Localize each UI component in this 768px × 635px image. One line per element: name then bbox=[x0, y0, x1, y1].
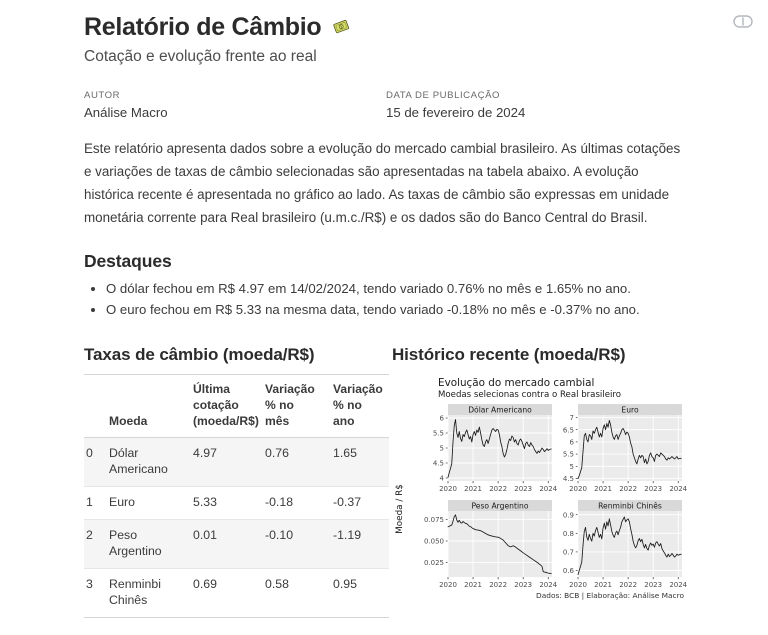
y-tick-label: 5.5 bbox=[432, 429, 444, 438]
page-subtitle: Cotação e evolução frente ao real bbox=[84, 48, 317, 65]
x-tick-label: 2021 bbox=[594, 484, 612, 493]
y-tick-label: 0.8 bbox=[562, 529, 574, 538]
chart-svg bbox=[392, 374, 692, 602]
chart-facet-4 bbox=[563, 500, 688, 589]
cell-moeda: Peso Argentino bbox=[102, 519, 186, 568]
cell-cotacao: 5.33 bbox=[186, 486, 258, 519]
y-tick-label: 6.5 bbox=[562, 426, 574, 435]
col-var-mes bbox=[258, 374, 326, 437]
y-tick-label: 5 bbox=[569, 462, 574, 471]
list-item: • O euro fechou em R$ 5.33 na mesma data, tendo variado -0.18% no mês e -0.37% no ano. bbox=[106, 299, 688, 320]
table-body bbox=[84, 437, 389, 617]
table-row bbox=[84, 486, 389, 519]
cell-index: 0 bbox=[84, 437, 102, 486]
x-tick-label: 2022 bbox=[489, 580, 508, 589]
col-cotacao bbox=[186, 374, 258, 437]
author-label: AUTOR bbox=[84, 89, 121, 101]
date-value: 15 de fevereiro de 2024 bbox=[386, 104, 526, 120]
x-tick-label: 2022 bbox=[619, 484, 638, 493]
facet-panel-bg bbox=[578, 415, 682, 481]
cell-var-mes: 0.76 bbox=[258, 437, 326, 486]
x-tick-label: 2022 bbox=[489, 484, 508, 493]
col-cotacao-l2: cotação bbox=[193, 398, 239, 413]
abstract-text: Este relatório apresenta dados sobre a evolução do mercado cambial brasileiro. As últimas cotações e variações de taxas de câmbio selecionadas são apresentadas na tabela abaixo. A evolução histórica recente é apresentada no gráfico ao lado. As taxas de câmbio são expressas em unidade monetária corrente para Real brasileiro (u.m.c./R$) e os dados são do Banco Central do Brasil. bbox=[84, 140, 681, 226]
col-index bbox=[84, 374, 102, 437]
chart-heading: Histórico recente (moeda/R$) bbox=[392, 344, 626, 364]
table-row bbox=[84, 437, 389, 486]
facet-strip-label: Renminbi Chinês bbox=[598, 501, 662, 511]
chart-caption: Dados: BCB | Elaboração: Análise Macro bbox=[536, 590, 684, 600]
y-tick-label: 0.075 bbox=[423, 516, 444, 525]
col-var-mes-l2: % no mês bbox=[265, 398, 294, 429]
x-tick-label: 2020 bbox=[569, 580, 587, 589]
facet-strip-label: Dólar Americano bbox=[468, 405, 532, 415]
chart-facet-2 bbox=[563, 404, 688, 493]
cell-var-mes: -0.18 bbox=[258, 486, 326, 519]
table-row bbox=[84, 519, 389, 568]
chart-subtitle: Moedas selecionas contra o Real brasileiro bbox=[438, 389, 621, 400]
col-var-ano-l2: % no ano bbox=[333, 398, 362, 429]
y-tick-label: 0.6 bbox=[562, 566, 574, 575]
cell-index: 2 bbox=[84, 519, 102, 568]
facet-panel-bg bbox=[578, 511, 682, 577]
table-header-row bbox=[84, 374, 389, 437]
cell-var-ano: 1.65 bbox=[326, 437, 389, 486]
table-row bbox=[84, 568, 389, 617]
cell-index: 3 bbox=[84, 568, 102, 617]
chart-y-axis-label: Moeda / R$ bbox=[395, 484, 405, 534]
cell-var-mes: 0.58 bbox=[258, 568, 326, 617]
cell-var-ano: 0.95 bbox=[326, 568, 389, 617]
y-tick-label: 0.025 bbox=[423, 558, 444, 567]
x-tick-label: 2023 bbox=[644, 484, 663, 493]
cell-cotacao: 0.69 bbox=[186, 568, 258, 617]
table-header bbox=[84, 374, 389, 437]
col-var-mes-l1: Variação bbox=[265, 381, 315, 396]
y-tick-label: 5.5 bbox=[562, 450, 574, 459]
x-tick-label: 2024 bbox=[539, 484, 558, 493]
x-tick-label: 2023 bbox=[514, 580, 533, 589]
cell-moeda: Dólar Americano bbox=[102, 437, 186, 486]
toggle-pill-icon bbox=[733, 15, 753, 28]
cell-var-mes: -0.10 bbox=[258, 519, 326, 568]
y-tick-label: 6 bbox=[569, 438, 574, 447]
chart-facet-1 bbox=[433, 404, 558, 493]
y-tick-label: 5 bbox=[439, 444, 444, 453]
title-row bbox=[84, 12, 688, 42]
x-tick-label: 2023 bbox=[514, 484, 533, 493]
x-tick-label: 2020 bbox=[569, 484, 587, 493]
chart-facet-3 bbox=[424, 500, 558, 589]
x-tick-label: 2024 bbox=[539, 580, 558, 589]
list-item: • O dólar fechou em R$ 4.97 em 14/02/2024, tendo variado 0.76% no mês e 1.65% no ano. bbox=[106, 278, 688, 299]
col-cotacao-l1: Última bbox=[193, 381, 230, 396]
meta-date bbox=[386, 90, 688, 120]
money-with-wings-emoji bbox=[330, 16, 352, 38]
facet-strip-label: Peso Argentino bbox=[471, 501, 529, 511]
highlights-heading: Destaques bbox=[84, 251, 172, 272]
bottom-columns bbox=[84, 345, 688, 618]
code-tools-toggle-icon[interactable] bbox=[732, 13, 754, 29]
y-tick-label: 7 bbox=[569, 413, 574, 422]
cell-cotacao: 0.01 bbox=[186, 519, 258, 568]
author-value: Análise Macro bbox=[84, 104, 168, 120]
facet-panel-bg bbox=[448, 511, 552, 577]
y-tick-label: 4 bbox=[439, 474, 444, 483]
x-tick-label: 2024 bbox=[669, 484, 688, 493]
date-label: DATA DE PUBLICAÇÃO bbox=[386, 89, 501, 101]
meta-block bbox=[84, 90, 688, 120]
col-var-ano bbox=[326, 374, 389, 437]
cell-moeda: Renminbi Chinês bbox=[102, 568, 186, 617]
meta-author bbox=[84, 90, 386, 120]
exchange-rates-table bbox=[84, 374, 389, 618]
highlights-list bbox=[84, 278, 688, 321]
chart-column bbox=[392, 345, 692, 618]
y-tick-label: 4.5 bbox=[432, 459, 444, 468]
y-tick-label: 0.050 bbox=[423, 537, 444, 546]
x-tick-label: 2024 bbox=[669, 580, 688, 589]
facet-strip-label: Euro bbox=[621, 405, 639, 415]
x-tick-label: 2020 bbox=[439, 484, 457, 493]
cell-cotacao: 4.97 bbox=[186, 437, 258, 486]
table-column bbox=[84, 345, 384, 618]
cell-index: 1 bbox=[84, 486, 102, 519]
page-title: Relatório de Câmbio bbox=[84, 13, 322, 41]
x-tick-label: 2021 bbox=[464, 580, 482, 589]
col-cotacao-l3: (moeda/R$) bbox=[193, 414, 259, 429]
table-heading: Taxas de câmbio (moeda/R$) bbox=[84, 344, 315, 364]
chart-title: Evolução do mercado cambial bbox=[438, 376, 595, 389]
y-tick-label: 0.9 bbox=[562, 511, 574, 520]
y-tick-label: 4.5 bbox=[562, 475, 574, 484]
x-tick-label: 2020 bbox=[439, 580, 457, 589]
x-tick-label: 2021 bbox=[594, 580, 612, 589]
y-tick-label: 0.7 bbox=[562, 548, 574, 557]
x-tick-label: 2023 bbox=[644, 580, 663, 589]
cell-var-ano: -1.19 bbox=[326, 519, 389, 568]
x-tick-label: 2022 bbox=[619, 580, 638, 589]
y-tick-label: 6 bbox=[439, 414, 444, 423]
col-moeda: Moeda bbox=[102, 374, 186, 437]
x-tick-label: 2021 bbox=[464, 484, 482, 493]
cell-var-ano: -0.37 bbox=[326, 486, 389, 519]
exchange-history-chart bbox=[392, 374, 692, 604]
cell-moeda: Euro bbox=[102, 486, 186, 519]
col-var-ano-l1: Variação bbox=[333, 381, 383, 396]
